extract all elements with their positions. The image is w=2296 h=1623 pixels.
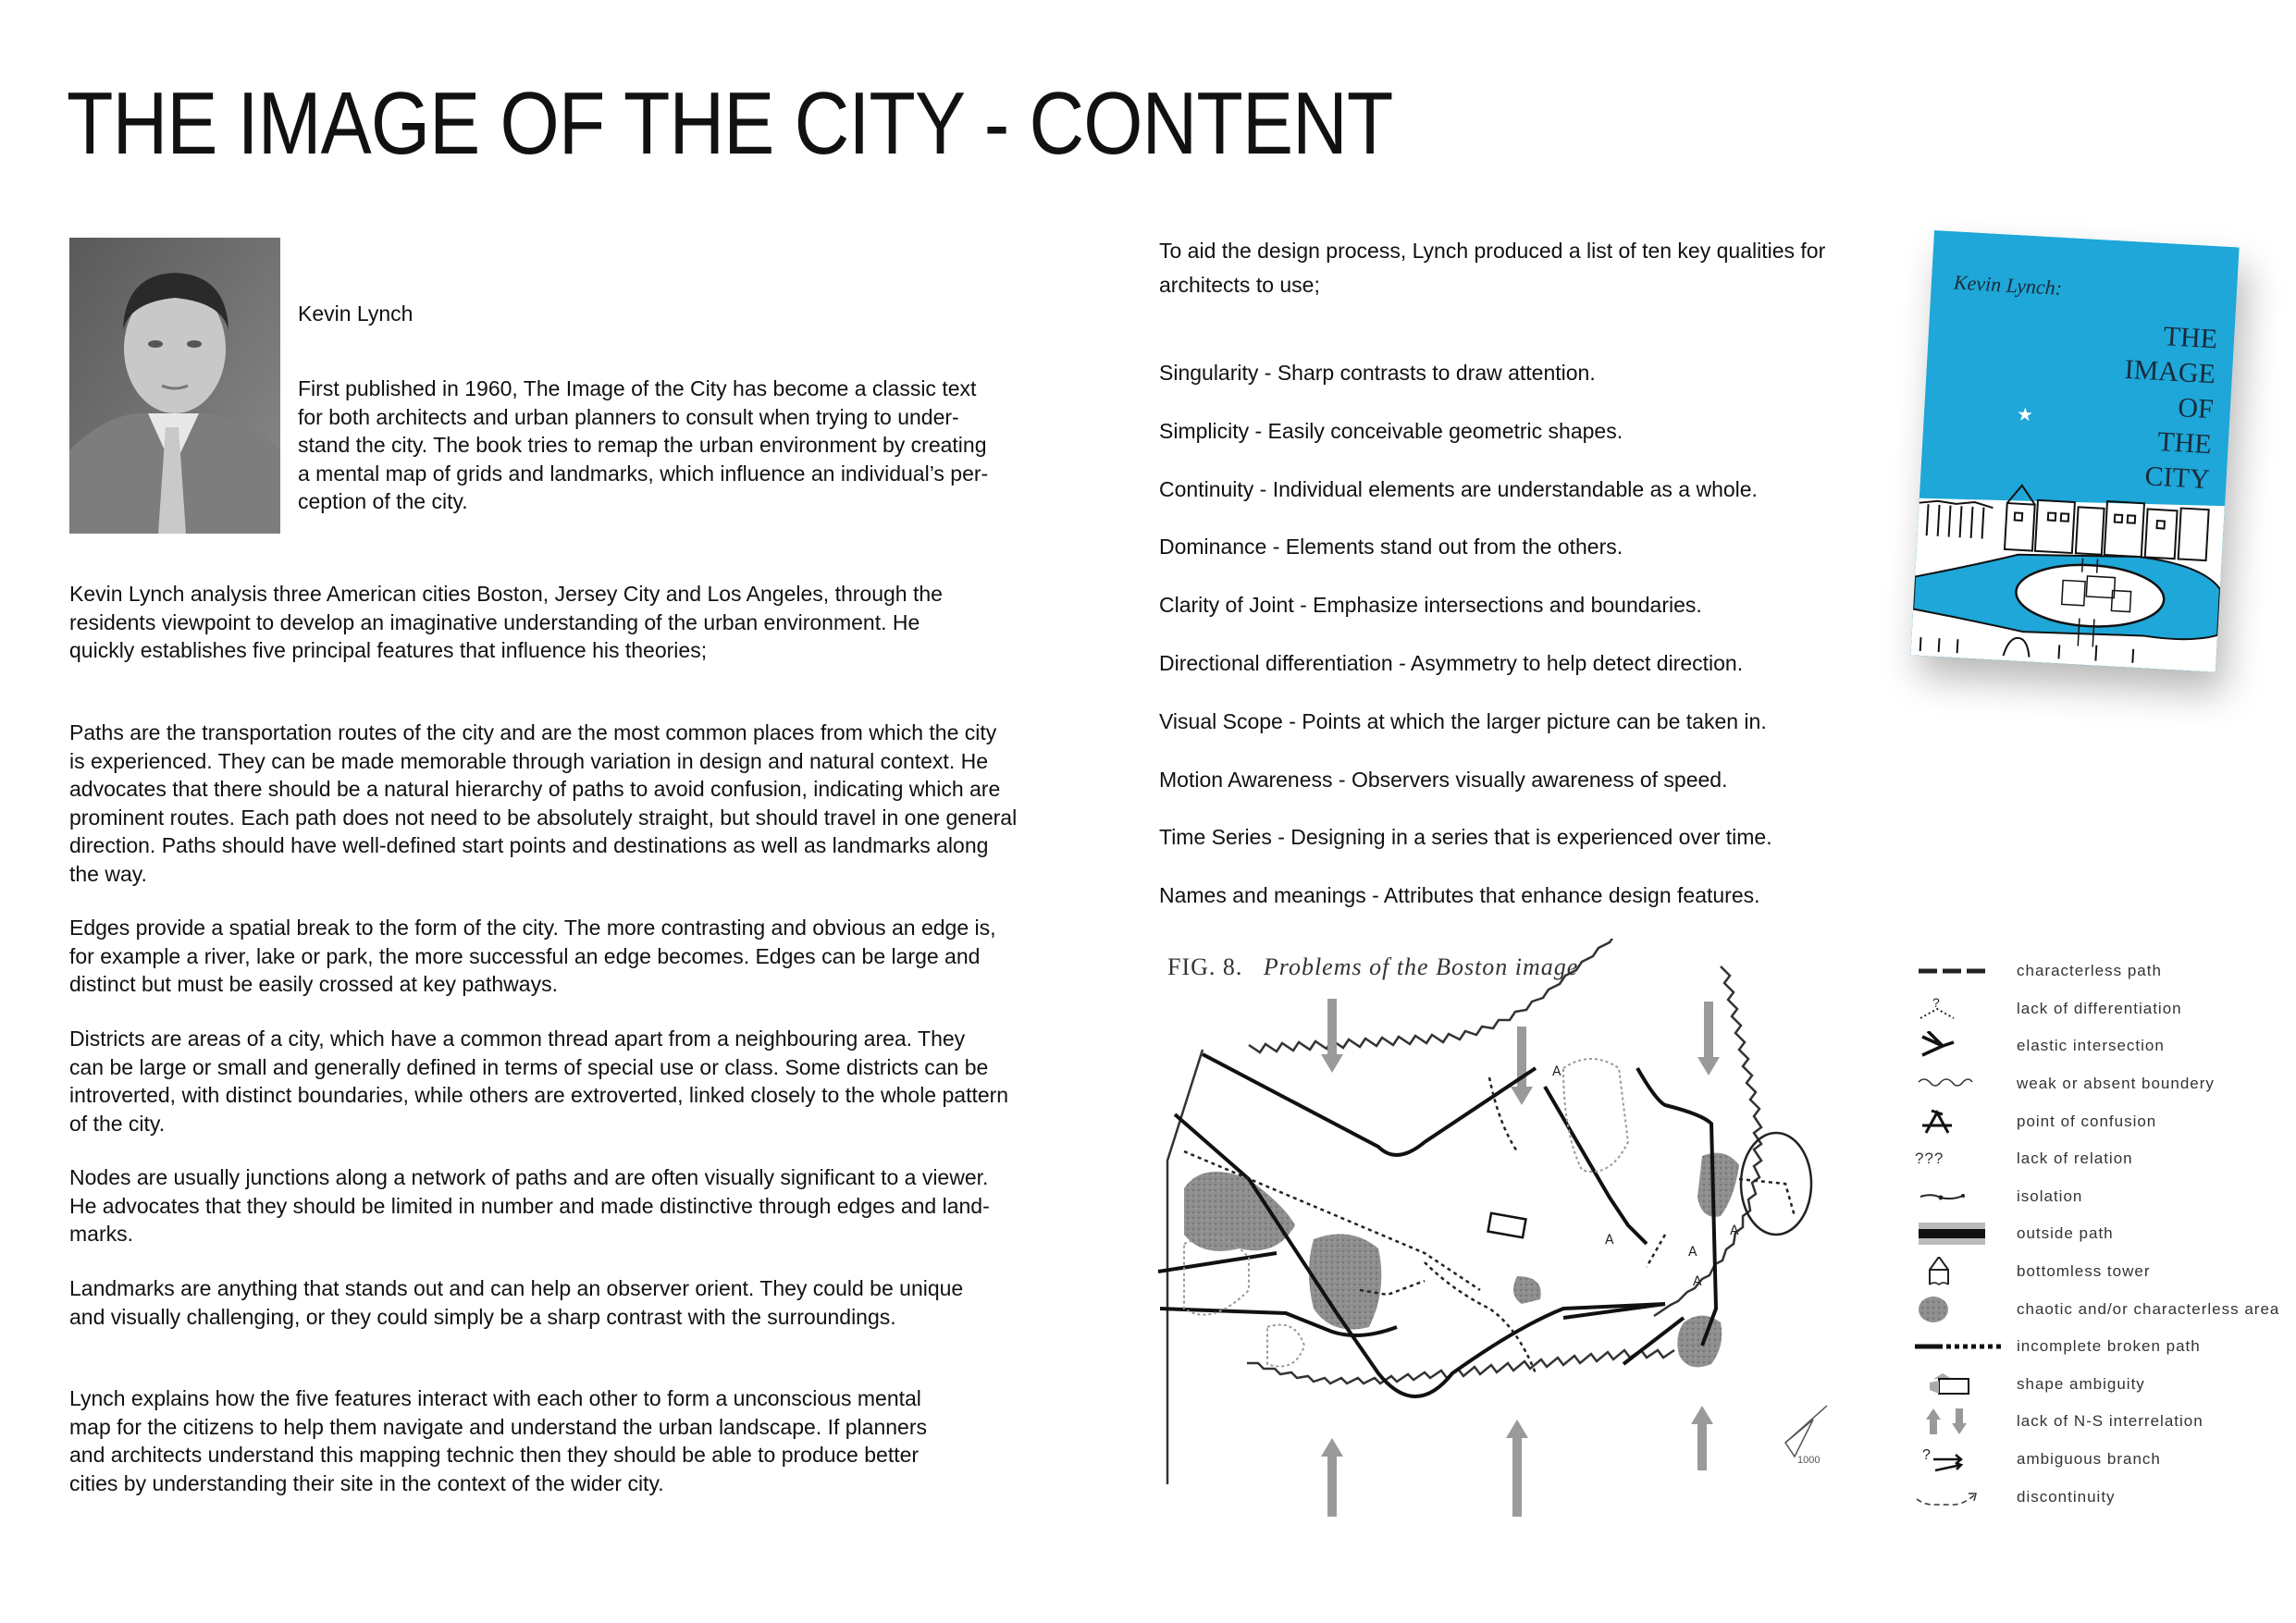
legend-label: lack of differentiation [2017, 999, 2182, 1017]
legend-item [1915, 1215, 2285, 1253]
quality-item: Singularity - Sharp contrasts to draw attention. [1159, 361, 1596, 385]
north-arrow-icon [1785, 1406, 1827, 1457]
legend-label: incomplete broken path [2017, 1337, 2201, 1356]
legend-item [1915, 953, 2285, 990]
svg-text:?: ? [1922, 1447, 1932, 1464]
cover-title-line: THE [2156, 425, 2213, 461]
legend-item [1915, 1102, 2285, 1140]
legend-item [1915, 1027, 2285, 1065]
figure-label: FIG. 8. [1167, 953, 1243, 980]
cover-title-line: CITY [2143, 461, 2211, 496]
star-icon: ★ [2016, 404, 2034, 426]
legend-item [1915, 1366, 2285, 1404]
quality-item: Names and meanings - Attributes that enhance design features. [1159, 883, 1760, 908]
book-cover-art [1910, 230, 2239, 672]
paths-paragraph: Paths are the transportation routes of the city and are the most common places from which the city is experienced. They can be made memorable through variation in design and natural context. He advocates that there should be a natural hierarchy of paths to avoid confusion, indicating which are prominent routes. Each path does not need to be absolutely straight, but should travel in one general direction. Paths should have well-defined start points and destinations as well as landmarks along the way. [69, 720, 1018, 886]
legend-item [1915, 1065, 2285, 1103]
legend-label: elastic intersection [2017, 1037, 2165, 1055]
nodes-paragraph: Nodes are usually junctions along a network of paths and are often visually significant to a viewer. He advocates that they should be limited in number and made distinctive through edges and land- marks. [69, 1165, 990, 1246]
legend-item [1915, 1178, 2285, 1216]
svg-text:A: A [1693, 1274, 1702, 1289]
cover-title-line: OF [2177, 392, 2215, 425]
legend-item [1915, 1328, 2285, 1366]
qualities-intro: To aid the design process, Lynch produced a list of ten key qualities for architects to use; [1159, 239, 1826, 297]
ns-interrelation-icon [1915, 1407, 2017, 1436]
legend-label: lack of N-S interrelation [2017, 1412, 2203, 1431]
shape-ambiguity-icon [1915, 1370, 2017, 1399]
author-portrait [69, 238, 280, 534]
page-title: THE IMAGE OF THE CITY - CONTENT [67, 74, 1393, 173]
chaotic-area-icon [1915, 1295, 2017, 1324]
districts-paragraph: Districts are areas of a city, which have a common thread apart from a neighbouring area. They can be large or small and generally defined in terms of special use or class. Some districts can be introverted, with distinct boundaries, while others are extroverted, linked closely to the whole pattern of the city. [69, 1027, 1009, 1136]
book-cover [1910, 230, 2239, 672]
legend-label: characterless path [2017, 962, 2162, 980]
legend-label: chaotic and/or characterless area [2017, 1299, 2280, 1318]
quality-item: Simplicity - Easily conceivable geometric shapes. [1159, 418, 1623, 443]
legend-label: lack of relation [2017, 1150, 2133, 1168]
author-name: Kevin Lynch [298, 301, 414, 326]
quality-item: Time Series - Designing in a series that is experienced over time. [1159, 825, 1772, 850]
lack-of-differentiation-icon [1915, 994, 2017, 1024]
quality-item: Visual Scope - Points at which the larger picture can be taken in. [1159, 708, 1767, 733]
legend-item [1915, 1441, 2285, 1479]
cover-title-line: IMAGE [2123, 353, 2216, 390]
summary-paragraph: Lynch explains how the five features interact with each other to form a unconscious mental map for the citizens to help them navigate and understand the urban landscape. If planners and architects understand this mapping technic then they should be able to produce better cities by understanding their site in the context of the wider city. [69, 1386, 927, 1495]
isolation-icon [1915, 1182, 2017, 1211]
bottomless-tower-icon [1915, 1257, 2017, 1286]
svg-text:?: ? [1932, 994, 1941, 1010]
quality-item: Directional differentiation - Asymmetry to help detect direction. [1159, 650, 1744, 675]
quality-item: Dominance - Elements stand out from the others. [1159, 535, 1623, 559]
figure-legend [1915, 953, 2285, 1516]
portrait-photo-icon [69, 238, 280, 534]
svg-text:A: A [1688, 1245, 1697, 1260]
legend-label: ambiguous branch [2017, 1450, 2161, 1469]
legend-item [1915, 1290, 2285, 1328]
cover-title-line: THE [2162, 321, 2218, 355]
weak-boundary-icon [1915, 1069, 2017, 1099]
legend-label: outside path [2017, 1224, 2114, 1243]
legend-label: shape ambiguity [2017, 1374, 2145, 1393]
legend-item [1915, 990, 2285, 1028]
edges-paragraph: Edges provide a spatial break to the form of the city. The more contrasting and obvious an edge is, for example a river, lake or park, the more successful an edge becomes. Edges can be large and distinct but must be easily crossed at key pathways. [69, 916, 996, 996]
legend-label: bottomless tower [2017, 1262, 2151, 1281]
characterless-path-icon [1915, 956, 2017, 986]
lack-of-relation-icon: ??? [1915, 1150, 1944, 1168]
ambiguous-branch-icon [1915, 1445, 2017, 1474]
svg-text:A: A [1552, 1064, 1562, 1079]
quality-item: Motion Awareness - Observers visually awareness of speed. [1159, 767, 1728, 792]
quality-item: Clarity of Joint - Emphasize intersections and boundaries. [1159, 593, 1702, 618]
discontinuity-icon [1915, 1482, 2017, 1512]
legend-item [1915, 1253, 2285, 1291]
intro-paragraph: First published in 1960, The Image of the City has become a classic text for both architects and urban planners to consult when trying to under- stand the city. The book tries to remap the urban environment by creating a mental map of grids and landmarks, which influence an individual’s per- ception of the city. [298, 376, 989, 513]
city-illustration [1910, 480, 2225, 672]
qualities-list [1159, 359, 1862, 940]
legend-item [1915, 1140, 2285, 1178]
legend-label: isolation [2017, 1187, 2083, 1205]
outside-path-icon [1915, 1219, 2017, 1248]
legend-item [1915, 1478, 2285, 1516]
svg-text:A: A [1730, 1223, 1739, 1238]
scale-label: 1000 [1797, 1455, 1821, 1466]
elastic-intersection-icon [1915, 1031, 2017, 1061]
figure-title: Problems of the Boston image [1263, 953, 1579, 980]
cover-author: Kevin Lynch: [1953, 270, 2063, 300]
legend-label: point of confusion [2017, 1112, 2157, 1130]
analysis-paragraph: Kevin Lynch analysis three American cities Boston, Jersey City and Los Angeles, through the residents viewpoint to develop an imaginative understanding of the urban environment. He quickly establishes five principal features that influence his theories; [69, 582, 943, 662]
landmarks-paragraph: Landmarks are anything that stands out and can help an observer orient. They could be unique and visually challenging, or they could simply be a sharp contrast with the surroundings. [69, 1276, 964, 1329]
shape-ambiguity-mark [1488, 1213, 1526, 1237]
point-of-confusion-icon [1915, 1107, 2017, 1137]
quality-item: Continuity - Individual elements are understandable as a whole. [1159, 476, 1758, 501]
incomplete-broken-path-icon [1915, 1332, 2017, 1361]
legend-item [1915, 1403, 2285, 1441]
svg-text:A: A [1605, 1233, 1614, 1248]
legend-label: weak or absent boundery [2017, 1075, 2215, 1093]
legend-label: discontinuity [2017, 1487, 2116, 1506]
